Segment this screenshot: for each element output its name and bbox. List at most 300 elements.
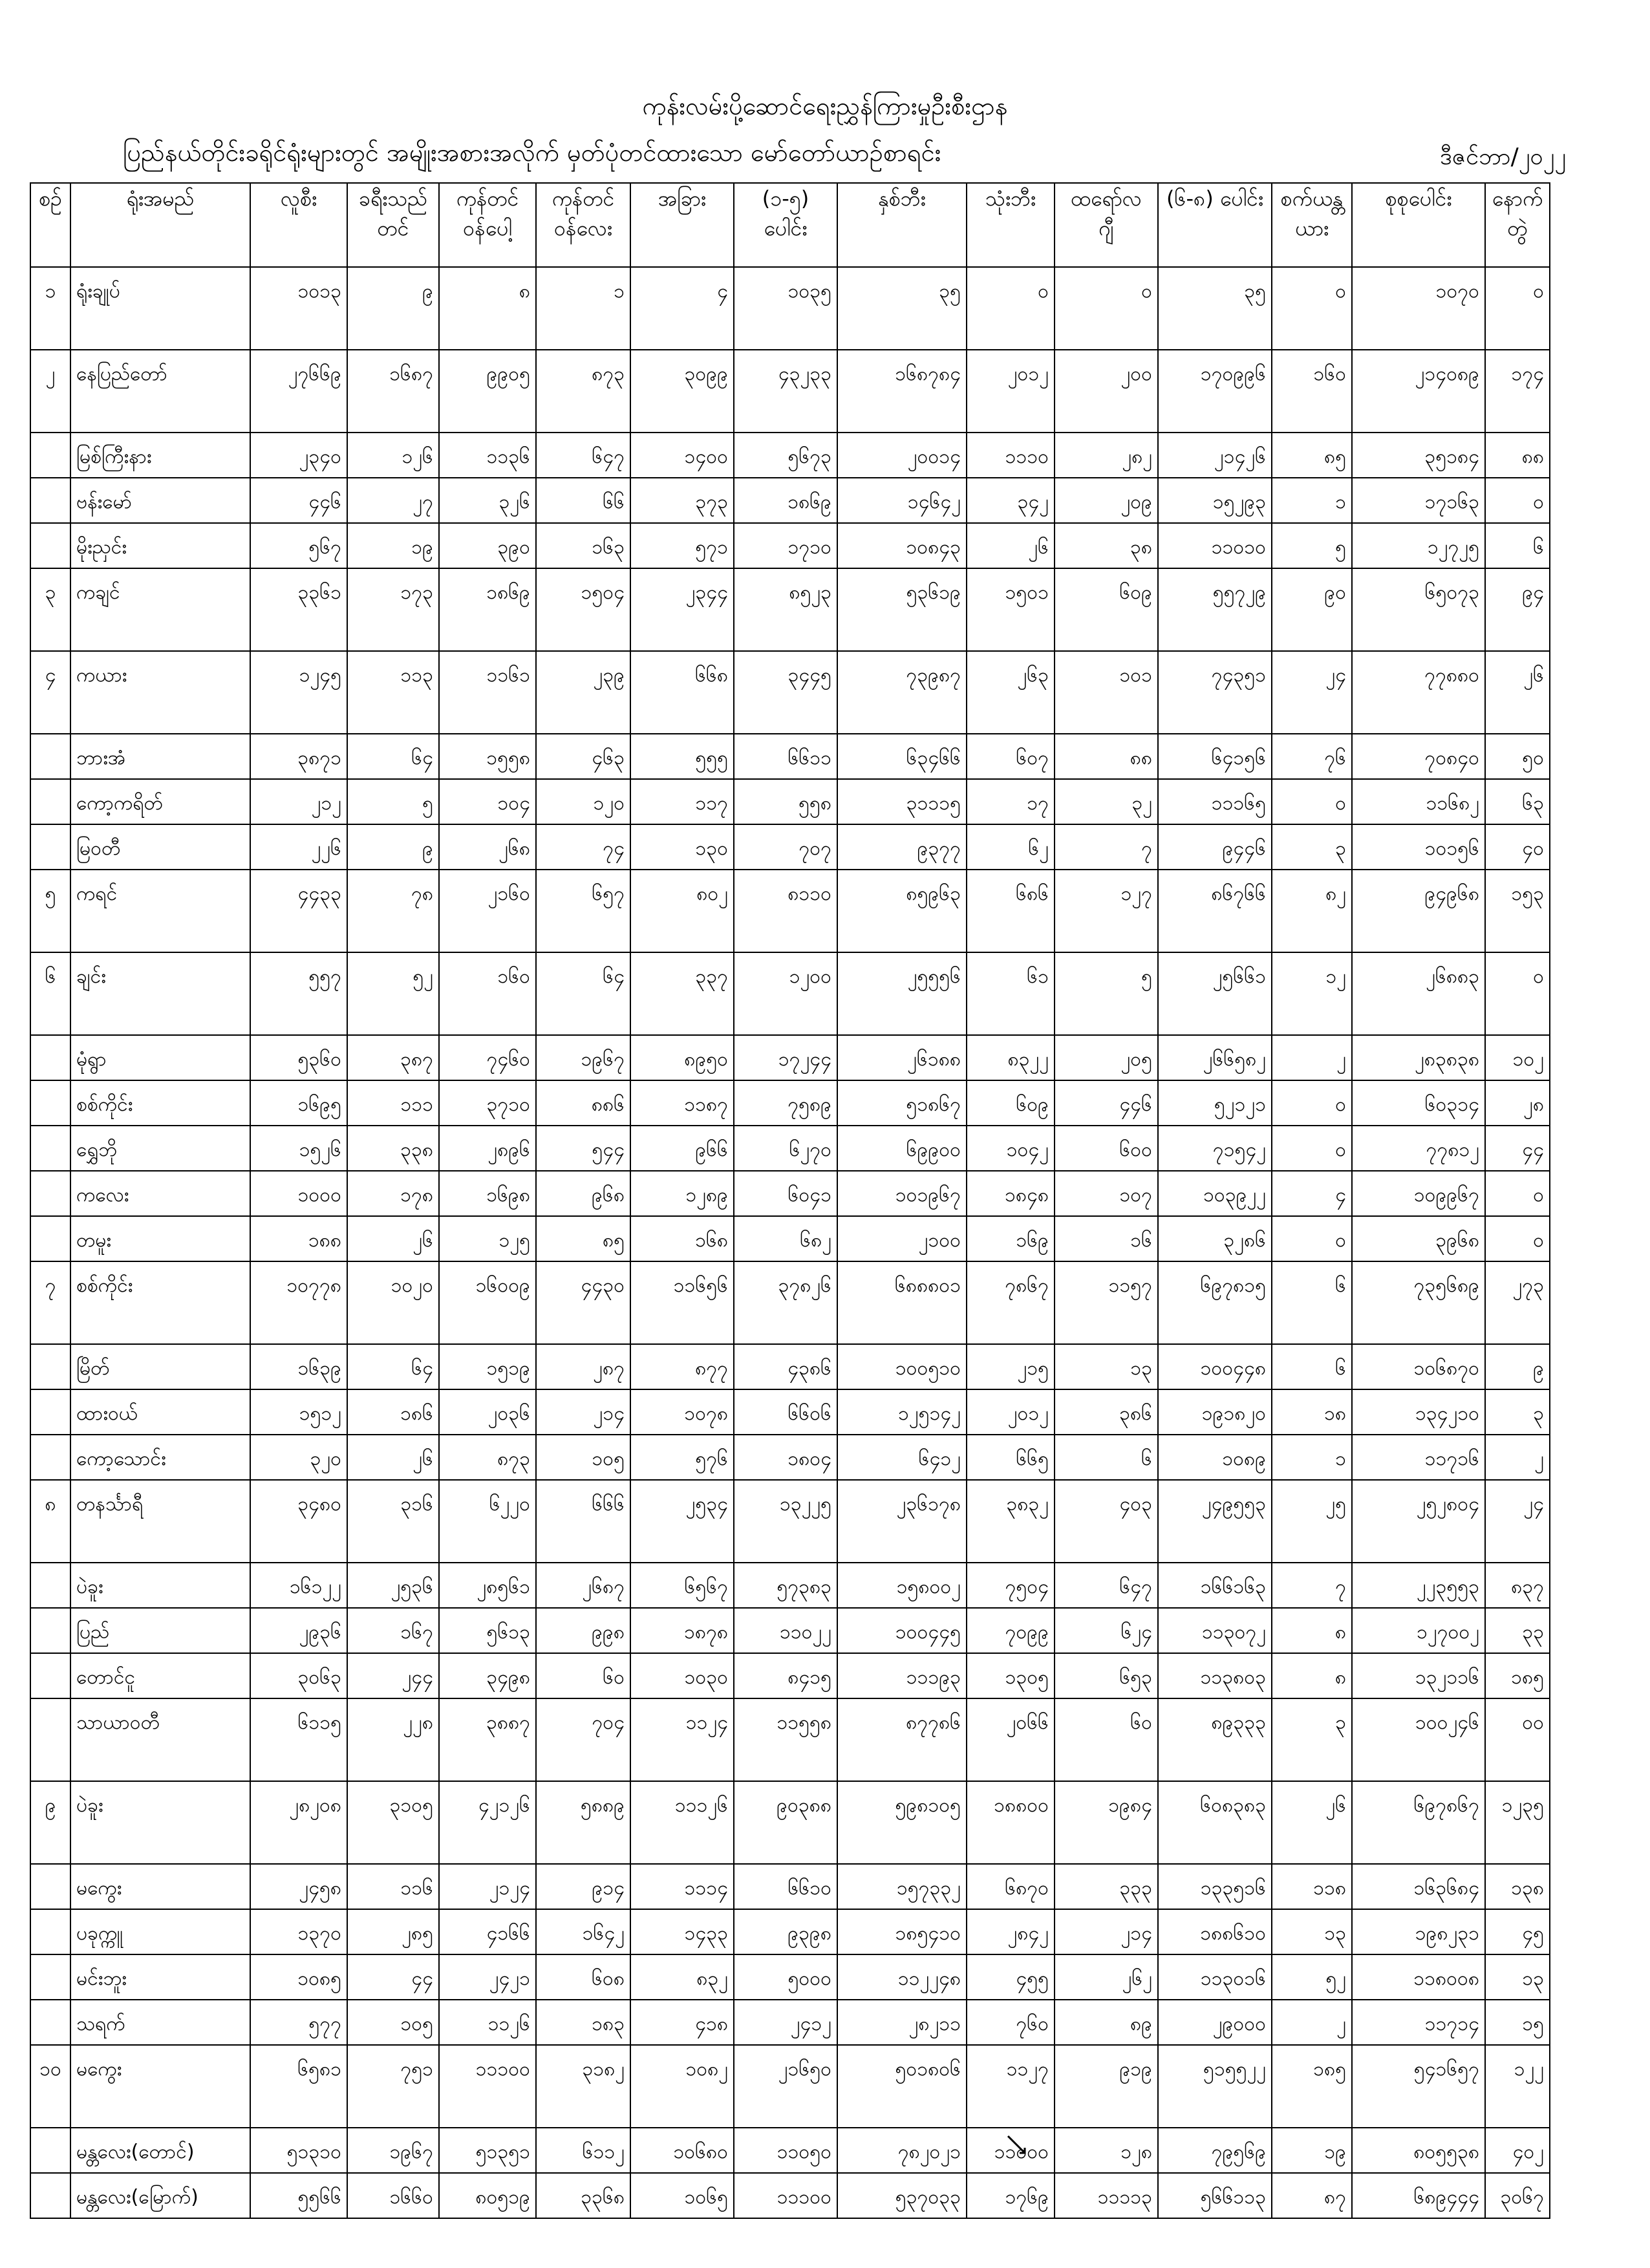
value-cell: ၅၄၄ <box>536 1126 630 1171</box>
value-cell: ၂၉၃၆ <box>250 1608 347 1653</box>
value-cell: ၁၁၁၂၆ <box>630 1781 734 1864</box>
table-row <box>30 779 1550 824</box>
office-name-cell: ပြည် <box>70 1608 250 1653</box>
value-cell: ၄၆၃ <box>536 734 630 779</box>
value-cell: ၂၈၅ <box>347 1909 439 1954</box>
report-subtitle: ပြည်နယ်တိုင်းခရိုင်ရုံးများတွင် အမျိုးအစားအလိုက် မှတ်ပုံတင်ထားသော မော်တော်ယာဉ်စာရင်း <box>123 138 941 167</box>
value-cell: ၁၈၅ <box>1272 2045 1352 2128</box>
office-name-cell: တနင်္သာရီ <box>70 1480 250 1563</box>
serial-cell <box>30 1080 70 1126</box>
office-name-cell: ကရင် <box>70 870 250 952</box>
value-cell: ၁၁၁၆၅ <box>1158 779 1272 824</box>
column-header: နောက်တွဲ <box>1485 183 1550 267</box>
column-header: လူစီး <box>250 183 347 267</box>
value-cell: ၁၈၇၈ <box>630 1608 734 1653</box>
value-cell: ၁၀၇၇၈ <box>250 1261 347 1344</box>
table-row <box>30 1035 1550 1080</box>
value-cell: ၈၅ <box>536 1216 630 1261</box>
office-name-cell: ကော့ကရိတ် <box>70 779 250 824</box>
value-cell: ၂၈၉၆ <box>439 1126 536 1171</box>
value-cell: ၁၁၃၆ <box>439 433 536 478</box>
value-cell: ၆၈၇၀ <box>967 1864 1055 1909</box>
value-cell: ၁၁၅၅၈ <box>734 1698 837 1781</box>
value-cell: ၇၇၈၁၂ <box>1352 1126 1485 1171</box>
value-cell: ၅၇၃၈၃ <box>734 1563 837 1608</box>
value-cell: ၂ <box>1485 1435 1550 1480</box>
value-cell: ၁၀၀၅၁၀ <box>837 1344 967 1389</box>
value-cell: ၆၄၁၂ <box>837 1435 967 1480</box>
value-cell: ၁၃၈ <box>1485 1864 1550 1909</box>
serial-cell <box>30 1653 70 1698</box>
value-cell: ၀၀ <box>1485 1698 1550 1781</box>
value-cell: ၂၀၁၂ <box>967 350 1055 433</box>
column-header: စုစုပေါင်း <box>1352 183 1485 267</box>
value-cell: ၁၂၃၅ <box>1485 1781 1550 1864</box>
value-cell: ၁၁၃၀၁၆ <box>1158 1954 1272 2000</box>
value-cell: ၂၄ <box>1272 651 1352 734</box>
office-name-cell: မကွေး <box>70 1864 250 1909</box>
value-cell: ၁၆၆၁၆၃ <box>1158 1563 1272 1608</box>
value-cell: ၁၂၇၀၀၂ <box>1352 1608 1485 1653</box>
value-cell: ၂၂၆ <box>250 824 347 870</box>
column-header: နှစ်ဘီး <box>837 183 967 267</box>
value-cell: ၆၆၁၁ <box>734 734 837 779</box>
value-cell: ၁၈၆ <box>347 1389 439 1435</box>
value-cell: ၆ <box>1485 523 1550 568</box>
value-cell: ၇၄ <box>536 824 630 870</box>
value-cell: ၄၃၂၃၃ <box>734 350 837 433</box>
value-cell: ၂၀၃၆ <box>439 1389 536 1435</box>
value-cell: ၆၀၉ <box>967 1080 1055 1126</box>
value-cell: ၃၂ <box>1055 779 1158 824</box>
value-cell: ၁၀၈၅ <box>250 1954 347 2000</box>
value-cell: ၂၁၄ <box>1055 1909 1158 1954</box>
table-row <box>30 1080 1550 1126</box>
office-name-cell: စစ်ကိုင်း <box>70 1261 250 1344</box>
value-cell: ၁၃ <box>1485 1954 1550 2000</box>
table-row <box>30 523 1550 568</box>
value-cell: ၁၀၃၉၂၂ <box>1158 1171 1272 1216</box>
value-cell: ၃၃၆၁ <box>250 568 347 651</box>
table-body <box>30 267 1550 2218</box>
table-row <box>30 1698 1550 1781</box>
value-cell: ၈၇၇ <box>630 1344 734 1389</box>
value-cell: ၂၆၃ <box>967 651 1055 734</box>
value-cell: ၅၁၈၆၇ <box>837 1080 967 1126</box>
value-cell: ၆၀၈ <box>536 1954 630 2000</box>
value-cell: ၃ <box>1272 1698 1352 1781</box>
value-cell: ၅၇၁ <box>630 523 734 568</box>
value-cell: ၃၄၈၀ <box>250 1480 347 1563</box>
value-cell: ၁၁၁ <box>347 1080 439 1126</box>
value-cell: ၁၈၅ <box>1485 1653 1550 1698</box>
value-cell: ၁၂၂ <box>1485 2045 1550 2128</box>
value-cell: ၆၄၇ <box>536 433 630 478</box>
value-cell: ၁၀၀၂၄၆ <box>1352 1698 1485 1781</box>
table-row <box>30 1954 1550 2000</box>
value-cell: ၃၂၀ <box>250 1435 347 1480</box>
value-cell: ၁၂၀ <box>536 779 630 824</box>
value-cell: ၂၆၁၈၈ <box>837 1035 967 1080</box>
value-cell: ၁၅၇၃၃၂ <box>837 1864 967 1909</box>
value-cell: ၄၄၃၀ <box>536 1261 630 1344</box>
value-cell: ၄၁၈ <box>630 2000 734 2045</box>
value-cell: ၆၂၄ <box>1055 1608 1158 1653</box>
value-cell: ၁၂၈ <box>1055 2128 1158 2173</box>
value-cell: ၁၂၅ <box>439 1216 536 1261</box>
value-cell: ၁၀၀၄၄၅ <box>837 1608 967 1653</box>
value-cell: ၆ <box>1272 1344 1352 1389</box>
value-cell: ၈၉ <box>1055 2000 1158 2045</box>
value-cell: ၆၆၅ <box>967 1435 1055 1480</box>
office-name-cell: မန္တလေး(တောင်) <box>70 2128 250 2173</box>
value-cell: ၁၆၀ <box>439 952 536 1035</box>
value-cell: ၅၅၈ <box>734 779 837 824</box>
value-cell: ၈၅ <box>1272 433 1352 478</box>
value-cell: ၈၃၂၂ <box>967 1035 1055 1080</box>
value-cell: ၁၀၇၀ <box>1352 267 1485 350</box>
table-row <box>30 2128 1550 2173</box>
value-cell: ၆၈၂ <box>734 1216 837 1261</box>
value-cell: ၅၀၁၈၀၆ <box>837 2045 967 2128</box>
table-row <box>30 350 1550 433</box>
serial-cell <box>30 1171 70 1216</box>
office-name-cell: ပဲခူး <box>70 1781 250 1864</box>
value-cell: ၅၂ <box>1272 1954 1352 2000</box>
value-cell: ၃၀၉၉ <box>630 350 734 433</box>
value-cell: ၁၁၂၆ <box>439 2000 536 2045</box>
value-cell: ၉၉၀၅ <box>439 350 536 433</box>
value-cell: ၃၃၈ <box>347 1126 439 1171</box>
value-cell: ၁၈ <box>1272 1389 1352 1435</box>
value-cell: ၄၂၁၂၆ <box>439 1781 536 1864</box>
office-name-cell: တောင်ငူ <box>70 1653 250 1698</box>
value-cell: ၁၈၀၄ <box>734 1435 837 1480</box>
table-row <box>30 870 1550 952</box>
value-cell: ၁၁၀၀၀ <box>967 2128 1055 2173</box>
value-cell: ၄၄ <box>1485 1126 1550 1171</box>
value-cell: ၅၂၁၂၁ <box>1158 1080 1272 1126</box>
value-cell: ၂၈၇ <box>536 1344 630 1389</box>
value-cell: ၃၀၆၇ <box>1485 2173 1550 2218</box>
value-cell: ၂၆ <box>1272 1781 1352 1864</box>
value-cell: ၇၀၇ <box>734 824 837 870</box>
value-cell: ၆၉၉၀၀ <box>837 1126 967 1171</box>
value-cell: ၁၉၆၇ <box>347 2128 439 2173</box>
serial-cell: ၅ <box>30 870 70 952</box>
value-cell: ၆၅၈၁ <box>250 2045 347 2128</box>
value-cell: ၇၈၂၀၂၁ <box>837 2128 967 2173</box>
value-cell: ၇၃၉၈၇ <box>837 651 967 734</box>
value-cell: ၃၇၃ <box>630 478 734 523</box>
table-row <box>30 1344 1550 1389</box>
office-name-cell: ကယား <box>70 651 250 734</box>
value-cell: ၁၄၀၀ <box>630 433 734 478</box>
value-cell: ၆၀၀ <box>1055 1126 1158 1171</box>
value-cell: ၁၁၈၀၀၈ <box>1352 1954 1485 2000</box>
value-cell: ၃၄၂ <box>967 478 1055 523</box>
value-cell: ၁၀၅ <box>536 1435 630 1480</box>
column-header: သုံးဘီး <box>967 183 1055 267</box>
value-cell: ၃၈ <box>1055 523 1158 568</box>
value-cell: ၁ <box>1272 1435 1352 1480</box>
value-cell: ၁၆၉ <box>967 1216 1055 1261</box>
vehicle-registration-table <box>30 182 1550 2219</box>
value-cell: ၉၁၄ <box>536 1864 630 1909</box>
value-cell: ၉၆၈ <box>536 1171 630 1216</box>
table-row <box>30 1864 1550 1909</box>
value-cell: ၅၃၇၀၃၃ <box>837 2173 967 2218</box>
value-cell: ၃၈၆ <box>1055 1389 1158 1435</box>
value-cell: ၇၈ <box>347 870 439 952</box>
value-cell: ၆၅၇ <box>536 870 630 952</box>
value-cell: ၁၄၃၃ <box>630 1909 734 1954</box>
value-cell: ၁၆၄၂ <box>536 1909 630 1954</box>
value-cell: ၁၁၇ <box>630 779 734 824</box>
value-cell: ၃၈၇၁ <box>250 734 347 779</box>
value-cell: ၃ <box>1272 824 1352 870</box>
value-cell: ၈၅၂၃ <box>734 568 837 651</box>
value-cell: ၃၃၆၈ <box>536 2173 630 2218</box>
office-name-cell: မင်းဘူး <box>70 1954 250 2000</box>
value-cell: ၆ <box>1055 1435 1158 1480</box>
serial-cell <box>30 2128 70 2173</box>
value-cell: ၉ <box>347 824 439 870</box>
value-cell: ၅ <box>347 779 439 824</box>
value-cell: ၂၆ <box>347 1216 439 1261</box>
value-cell: ၆၀၄၁ <box>734 1171 837 1216</box>
serial-cell: ၄ <box>30 651 70 734</box>
value-cell: ၃၁၁၁၅ <box>837 779 967 824</box>
value-cell: ၁၁၀၁၀ <box>1158 523 1272 568</box>
value-cell: ၈ <box>439 267 536 350</box>
serial-cell: ၃ <box>30 568 70 651</box>
value-cell: ၆၀၃၁၄ <box>1352 1080 1485 1126</box>
office-name-cell: မြိတ် <box>70 1344 250 1389</box>
serial-cell: ၈ <box>30 1480 70 1563</box>
office-name-cell: ချင်း <box>70 952 250 1035</box>
value-cell: ၂၁၄၂၆ <box>1158 433 1272 478</box>
office-name-cell: ပခုက္ကူ <box>70 1909 250 1954</box>
value-cell: ၁၀၈၉ <box>1158 1435 1272 1480</box>
value-cell: ၁၁၁၉၃ <box>837 1653 967 1698</box>
value-cell: ၅၅၇၂၉ <box>1158 568 1272 651</box>
value-cell: ၂၅၃၆ <box>347 1563 439 1608</box>
serial-cell: ၁ <box>30 267 70 350</box>
office-name-cell: မြဝတီ <box>70 824 250 870</box>
value-cell: ၁၃၇၀ <box>250 1909 347 1954</box>
value-cell: ၁၁၁၀၀ <box>734 2173 837 2218</box>
office-name-cell: မန္တလေး(မြောက်) <box>70 2173 250 2218</box>
value-cell: ၁၂၀၀ <box>734 952 837 1035</box>
value-cell: ၃၂၈၆ <box>1158 1216 1272 1261</box>
value-cell: ၇၀၄ <box>536 1698 630 1781</box>
value-cell: ၄၁၆၆ <box>439 1909 536 1954</box>
value-cell: ၁၁၂၇ <box>967 2045 1055 2128</box>
value-cell: ၁၈၆၉ <box>439 568 536 651</box>
value-cell: ၂၈ <box>1485 1080 1550 1126</box>
value-cell: ၂၆ <box>1485 651 1550 734</box>
value-cell: ၁၆၉၈ <box>439 1171 536 1216</box>
value-cell: ၂၁၀၀ <box>837 1216 967 1261</box>
value-cell: ၁၀၁ <box>1055 651 1158 734</box>
value-cell: ၇၄၆၀ <box>439 1035 536 1080</box>
serial-cell <box>30 433 70 478</box>
value-cell: ၁ <box>1272 478 1352 523</box>
value-cell: ၆၄၁၅၆ <box>1158 734 1272 779</box>
office-name-cell: မကွေး <box>70 2045 250 2128</box>
value-cell: ၂၆၈၇ <box>536 1563 630 1608</box>
value-cell: ၂၈၄၂ <box>967 1909 1055 1954</box>
office-name-cell: မြစ်ကြီးနား <box>70 433 250 478</box>
value-cell: ၁၁၆ <box>347 1864 439 1909</box>
value-cell: ၉၃၉၈ <box>734 1909 837 1954</box>
value-cell: ၇၄၃၅၁ <box>1158 651 1272 734</box>
value-cell: ၁၁၃၀၇၂ <box>1158 1608 1272 1653</box>
column-header: ကုန်တင် ဝန်ပေါ့ <box>439 183 536 267</box>
value-cell: ၀ <box>1272 1216 1352 1261</box>
value-cell: ၅၆၇၃ <box>734 433 837 478</box>
value-cell: ၇၉၅၆၉ <box>1158 2128 1272 2173</box>
value-cell: ၁၇ <box>967 779 1055 824</box>
value-cell: ၄၅ <box>1485 1909 1550 1954</box>
value-cell: ၁၃၄၂၁၀ <box>1352 1389 1485 1435</box>
serial-cell <box>30 1698 70 1781</box>
value-cell: ၁၀၄၂ <box>967 1126 1055 1171</box>
value-cell: ၁၉၈၂၃၁ <box>1352 1909 1485 1954</box>
table-row <box>30 824 1550 870</box>
value-cell: ၈၁၁၀ <box>734 870 837 952</box>
value-cell: ၂၇ <box>347 478 439 523</box>
value-cell: ၄ <box>630 267 734 350</box>
value-cell: ၁၅၂၉၃ <box>1158 478 1272 523</box>
value-cell: ၃၈၈၇ <box>439 1698 536 1781</box>
serial-cell <box>30 1389 70 1435</box>
value-cell: ၁၅၂၆ <box>250 1126 347 1171</box>
value-cell: ၅ <box>1055 952 1158 1035</box>
office-name-cell: ဘားအံ <box>70 734 250 779</box>
value-cell: ၄၄၃၃ <box>250 870 347 952</box>
value-cell: ၂ <box>1272 2000 1352 2045</box>
serial-cell: ၁၀ <box>30 2045 70 2128</box>
value-cell: ၁၀၄ <box>439 779 536 824</box>
value-cell: ၁၀၇ <box>1055 1171 1158 1216</box>
value-cell: ၁၁၁၁၃ <box>1055 2173 1158 2218</box>
value-cell: ၅၁၅၅၂၂ <box>1158 2045 1272 2128</box>
table-row <box>30 1126 1550 1171</box>
value-cell: ၂၀၀ <box>1055 350 1158 433</box>
value-cell: ၅၅၅ <box>630 734 734 779</box>
serial-cell <box>30 734 70 779</box>
value-cell: ၁၁၆၈၂ <box>1352 779 1485 824</box>
value-cell: ၇ <box>1272 1563 1352 1608</box>
value-cell: ၀ <box>1272 1080 1352 1126</box>
serial-cell <box>30 2000 70 2045</box>
office-name-cell: ထားဝယ် <box>70 1389 250 1435</box>
value-cell: ၁၆၆၀ <box>347 2173 439 2218</box>
value-cell: ၆၀ <box>1055 1698 1158 1781</box>
value-cell: ၅၃၆၀ <box>250 1035 347 1080</box>
value-cell: ၁၀၆၈၀ <box>630 2128 734 2173</box>
column-header: စက်ယန္တယား <box>1272 183 1352 267</box>
value-cell: ၉၄ <box>1485 568 1550 651</box>
value-cell: ၃ <box>1485 1389 1550 1435</box>
value-cell: ၆၀ <box>536 1653 630 1698</box>
value-cell: ၃၃ <box>1485 1608 1550 1653</box>
value-cell: ၁၁၇၁၄ <box>1352 2000 1485 2045</box>
column-header: ရုံးအမည် <box>70 183 250 267</box>
value-cell: ၂၁၂၄ <box>439 1864 536 1909</box>
column-header: (၁-၅) ပေါင်း <box>734 183 837 267</box>
value-cell: ၂၇၃ <box>1485 1261 1550 1344</box>
value-cell: ၂၄၄ <box>347 1653 439 1698</box>
value-cell: ၁၆၉၅ <box>250 1080 347 1126</box>
value-cell: ၂၀၀၁၄ <box>837 433 967 478</box>
table-row <box>30 1216 1550 1261</box>
value-cell: ၁၇၄ <box>1485 350 1550 433</box>
value-cell: ၆၃၄၆၆ <box>837 734 967 779</box>
value-cell: ၁၆၃ <box>536 523 630 568</box>
value-cell: ၇၅၈၉ <box>734 1080 837 1126</box>
table-row <box>30 1653 1550 1698</box>
value-cell: ၁၂၇၂၅ <box>1352 523 1485 568</box>
value-cell: ၃၉၀ <box>439 523 536 568</box>
value-cell: ၁၃၀ <box>630 824 734 870</box>
column-header: ကုန်တင် ဝန်လေး <box>536 183 630 267</box>
value-cell: ၅၃၆၁၉ <box>837 568 967 651</box>
value-cell: ၂၀၉ <box>1055 478 1158 523</box>
value-cell: ၁၃၂၂၅ <box>734 1480 837 1563</box>
value-cell: ၉၄၄၆ <box>1158 824 1272 870</box>
value-cell: ၉၁၉ <box>1055 2045 1158 2128</box>
value-cell: ၂၁၅ <box>967 1344 1055 1389</box>
value-cell: ၄၀ <box>1485 824 1550 870</box>
table-row <box>30 1171 1550 1216</box>
value-cell: ၆၂၇၀ <box>734 1126 837 1171</box>
value-cell: ၈၅၉၆၃ <box>837 870 967 952</box>
serial-cell <box>30 1954 70 2000</box>
value-cell: ၁၂၇ <box>1055 870 1158 952</box>
value-cell: ၅၇၇ <box>250 2000 347 2045</box>
value-cell: ၃၇၈၂၆ <box>734 1261 837 1344</box>
table-row <box>30 2000 1550 2045</box>
value-cell: ၇၁၅၄၂ <box>1158 1126 1272 1171</box>
value-cell: ၁၁၈၇ <box>630 1080 734 1126</box>
serial-cell <box>30 824 70 870</box>
value-cell: ၁၂၆ <box>347 433 439 478</box>
value-cell: ၈၈ <box>1485 433 1550 478</box>
value-cell: ၇၀၈၄၀ <box>1352 734 1485 779</box>
value-cell: ၁၀၈၄၃ <box>837 523 967 568</box>
value-cell: ၇၆၀ <box>967 2000 1055 2045</box>
value-cell: ၀ <box>1272 1126 1352 1171</box>
value-cell: ၁၀၁၉၆၇ <box>837 1171 967 1216</box>
value-cell: ၁၀၃၅ <box>734 267 837 350</box>
value-cell: ၉၉၈ <box>536 1608 630 1653</box>
value-cell: ၂၇၆၆၉ <box>250 350 347 433</box>
value-cell: ၀ <box>967 267 1055 350</box>
value-cell: ၇၆ <box>1272 734 1352 779</box>
serial-cell <box>30 478 70 523</box>
value-cell: ၆၉၇၈၁၅ <box>1158 1261 1272 1344</box>
value-cell: ၇၈၆၇ <box>967 1261 1055 1344</box>
value-cell: ၁၇၁၆၃ <box>1352 478 1485 523</box>
value-cell: ၁၅၅၈ <box>439 734 536 779</box>
value-cell: ၈၉၃၃၃ <box>1158 1698 1272 1781</box>
value-cell: ၁၅၃ <box>1485 870 1550 952</box>
value-cell: ၅၈၈၉ <box>536 1781 630 1864</box>
value-cell: ၂၁၆၅၀ <box>734 2045 837 2128</box>
